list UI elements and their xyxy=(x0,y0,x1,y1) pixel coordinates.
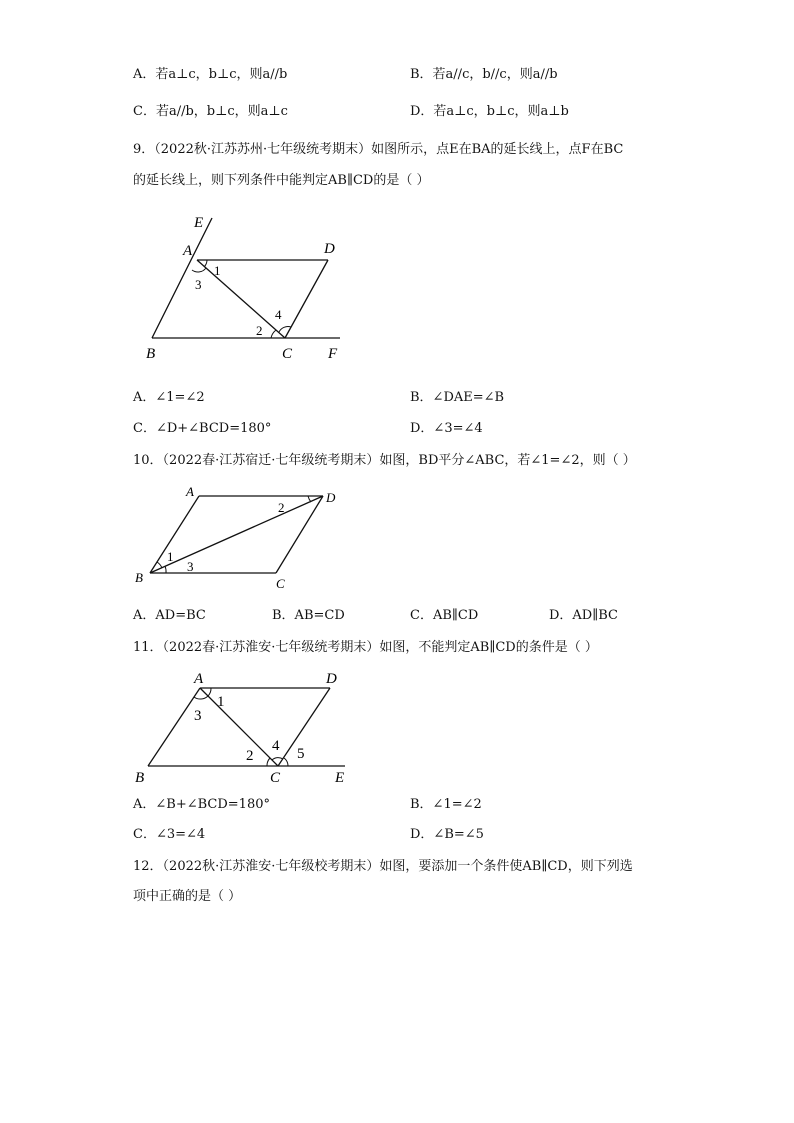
q11-option-c: C．∠3=∠4 xyxy=(133,827,206,842)
q8-option-d: D．若a⊥c，b⊥c，则a⊥b xyxy=(410,104,569,119)
q9-option-b: B．∠DAE=∠B xyxy=(410,390,505,405)
q10-line-bd xyxy=(150,496,323,573)
q11-label-a: A xyxy=(194,671,204,687)
q11-option-d: D．∠B=∠5 xyxy=(410,827,484,842)
q10-figure xyxy=(130,480,350,592)
q9-angle-4: 4 xyxy=(275,307,282,322)
q11-angle-4: 4 xyxy=(272,738,280,754)
q9-option-d: D．∠3=∠4 xyxy=(410,421,483,436)
q11-arc-4 xyxy=(272,758,283,760)
q10-arc-1 xyxy=(157,562,162,568)
q11-angle-5: 5 xyxy=(297,746,305,762)
q11-arc-1 xyxy=(208,688,211,696)
q10-angle-3: 3 xyxy=(187,559,194,574)
q9-arc-2 xyxy=(271,330,276,338)
q10-option-b: B．AB=CD xyxy=(272,608,345,623)
q9-label-b: B xyxy=(146,346,156,362)
q10-label-d: D xyxy=(326,490,336,505)
q9-angle-2: 2 xyxy=(256,323,263,338)
q9-option-c: C．∠D+∠BCD=180° xyxy=(133,421,272,436)
q11-label-e: E xyxy=(335,770,345,786)
q11-arc-2 xyxy=(267,758,270,766)
q11-angle-3: 3 xyxy=(194,708,202,724)
q10-label-b: B xyxy=(135,570,143,585)
q9-stem-line1: 9．（2022秋·江苏苏州·七年级统考期末）如图所示，点E在BA的延长线上，点F在BC xyxy=(133,142,624,157)
q9-label-a: A xyxy=(183,243,193,259)
q11-stem: 11．（2022春·江苏淮安·七年级统考期末）如图，不能判定AB∥CD的条件是（ ） xyxy=(133,640,598,655)
q11-arc-3 xyxy=(194,696,208,699)
q10-option-c: C．AB∥CD xyxy=(410,608,479,623)
q11-line-ac xyxy=(200,688,278,766)
q8-option-c: C．若a//b，b⊥c，则a⊥c xyxy=(133,104,288,119)
q10-label-a: A xyxy=(186,484,194,499)
q11-option-b: B．∠1=∠2 xyxy=(410,797,482,812)
q9-line-eb xyxy=(152,218,212,338)
q10-label-c: C xyxy=(276,576,285,591)
q8-option-a: A．若a⊥c，b⊥c，则a//b xyxy=(133,67,288,82)
q10-angle-2: 2 xyxy=(278,500,285,515)
q9-angle-3: 3 xyxy=(195,277,202,292)
q10-angle-1: 1 xyxy=(167,549,174,564)
q9-line-dc xyxy=(285,260,328,338)
q11-angle-1: 1 xyxy=(217,694,225,710)
q11-line-ab xyxy=(148,688,200,766)
q9-line-ac xyxy=(197,260,285,338)
q10-arc-3 xyxy=(165,566,166,573)
q10-stem: 10．（2022春·江苏宿迁·七年级统考期末）如图，BD平分∠ABC，若∠1=∠2，则（ ） xyxy=(133,453,636,468)
q11-label-d: D xyxy=(326,671,337,687)
q9-label-e: E xyxy=(194,215,204,231)
q9-arc-1 xyxy=(204,260,207,267)
q8-option-b: B．若a//c，b//c，则a//b xyxy=(410,67,558,82)
q12-stem-line2: 项中正确的是（ ） xyxy=(133,889,242,904)
q11-label-c: C xyxy=(270,770,281,786)
q10-option-a: A．AD=BC xyxy=(133,608,206,623)
q9-label-d: D xyxy=(324,241,335,257)
q9-option-a: A．∠1=∠2 xyxy=(133,390,205,405)
q11-arc-5 xyxy=(284,758,288,766)
q12-stem-line1: 12．（2022秋·江苏淮安·七年级校考期末）如图，要添加一个条件使AB∥CD，则下列选 xyxy=(133,859,633,874)
q11-angle-2: 2 xyxy=(246,748,254,764)
q11-option-a: A．∠B+∠BCD=180° xyxy=(133,797,270,812)
q11-label-b: B xyxy=(135,770,145,786)
q10-arc-2 xyxy=(308,496,311,502)
q9-angle-1: 1 xyxy=(214,263,221,278)
q9-label-f: F xyxy=(328,346,338,362)
q10-option-d: D．AD∥BC xyxy=(549,608,618,623)
q9-figure xyxy=(140,210,360,365)
q9-arc-3 xyxy=(192,268,206,272)
q9-label-c: C xyxy=(282,346,293,362)
q11-figure xyxy=(130,668,360,786)
q9-stem-line2: 的延长线上，则下列条件中能判定AB∥CD的是（ ） xyxy=(133,173,430,188)
